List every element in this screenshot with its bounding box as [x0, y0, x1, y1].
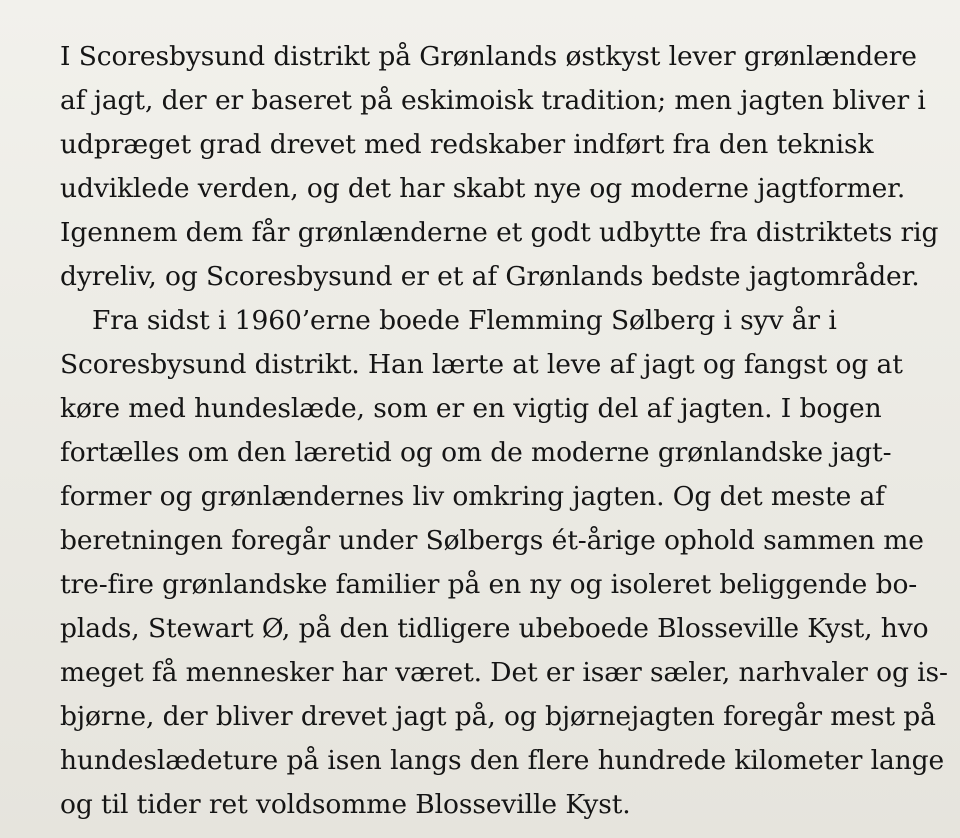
text-line: dyreliv, og Scoresbysund er et af Grønlands bedste jagtområder.	[60, 261, 920, 292]
text-line: fortælles om den læretid og om de moderne grønlandske jagt-	[60, 437, 892, 468]
text-line: former og grønlændernes liv omkring jagten. Og det meste af	[60, 481, 885, 512]
text-line: beretningen foregår under Sølbergs ét-årige ophold sammen me	[60, 525, 924, 556]
text-line: Igennem dem får grønlænderne et godt udbytte fra distriktets rig	[60, 217, 939, 248]
text-line: af jagt, der er baseret på eskimoisk tradition; men jagten bliver i	[60, 85, 926, 116]
text-line: udpræget grad drevet med redskaber indført fra den teknisk	[60, 129, 874, 160]
text-line: Fra sidst i 1960’erne boede Flemming Sølberg i syv år i	[92, 305, 837, 336]
text-line: udviklede verden, og det har skabt nye og moderne jagtformer.	[60, 173, 906, 204]
text-line: I Scoresbysund distrikt på Grønlands østkyst lever grønlændere	[60, 41, 917, 72]
text-line: bjørne, der bliver drevet jagt på, og bjørnejagten foregår mest på	[60, 701, 936, 732]
text-line: tre-fire grønlandske familier på en ny og isoleret beliggende bo-	[60, 569, 918, 600]
text-line: plads, Stewart Ø, på den tidligere ubeboede Blosseville Kyst, hvo	[60, 613, 929, 644]
text-line: meget få mennesker har været. Det er især sæler, narhvaler og is-	[60, 657, 948, 688]
text-line: hundeslædeture på isen langs den flere hundrede kilometer lange	[60, 745, 945, 776]
text-line: og til tider ret voldsomme Blosseville Kyst.	[60, 789, 631, 820]
text-line: køre med hundeslæde, som er en vigtig del af jagten. I bogen	[60, 393, 882, 424]
text-line: Scoresbysund distrikt. Han lærte at leve af jagt og fangst og at	[60, 349, 903, 380]
